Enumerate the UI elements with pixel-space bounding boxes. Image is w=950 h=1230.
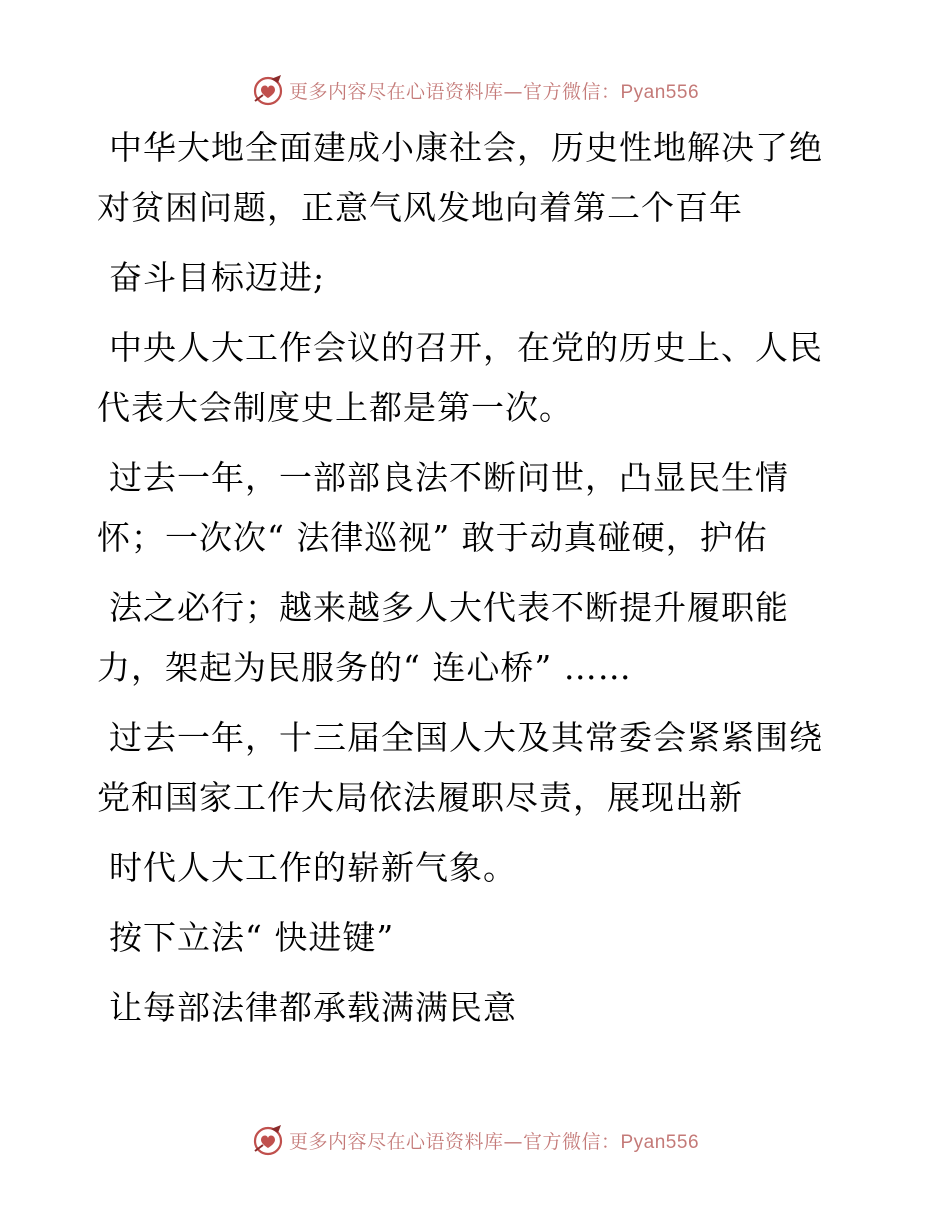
text-line-7: 怀；一次次“ 法律巡视” 敢于动真碰硬，护佑 <box>97 518 768 557</box>
text-line-4: 中央人大工作会议的召开，在党的历史上、人民 <box>109 328 823 367</box>
text-line-5: 代表大会制度史上都是第一次。 <box>97 388 573 427</box>
footer-watermark-banner <box>0 1120 950 1160</box>
text-line-9: 力，架起为民服务的“ 连心桥” …… <box>97 648 632 687</box>
heart-logo-icon <box>251 1123 285 1157</box>
header-watermark-banner <box>0 70 950 110</box>
footer-watermark-text: 更多内容尽在心语资料库—官方微信：Pyan556 <box>288 1130 700 1153</box>
text-line-12: 时代人大工作的崭新气象。 <box>109 848 517 887</box>
header-wechat-handle: Pyan556 <box>620 81 700 103</box>
text-line-6: 过去一年，一部部良法不断问世，凸显民生情 <box>109 458 789 497</box>
heart-logo-icon <box>251 73 285 107</box>
text-line-10: 过去一年，十三届全国人大及其常委会紧紧围绕 <box>109 718 823 757</box>
text-line-11: 党和国家工作大局依法履职尽责，展现出新 <box>97 778 743 817</box>
document-body <box>97 118 857 1038</box>
text-line-1: 中华大地全面建成小康社会，历史性地解决了绝 <box>109 128 823 167</box>
text-line-3: 奋斗目标迈进; <box>109 258 326 297</box>
header-watermark-text: 更多内容尽在心语资料库—官方微信：Pyan556 <box>288 80 700 103</box>
text-line-8: 法之必行；越来越多人大代表不断提升履职能 <box>109 588 789 627</box>
text-line-2: 对贫困问题，正意气风发地向着第二个百年 <box>97 188 743 227</box>
footer-wechat-handle: Pyan556 <box>620 1131 700 1153</box>
text-line-14: 让每部法律都承载满满民意 <box>109 988 517 1027</box>
text-line-13: 按下立法“ 快进键” <box>109 918 395 957</box>
